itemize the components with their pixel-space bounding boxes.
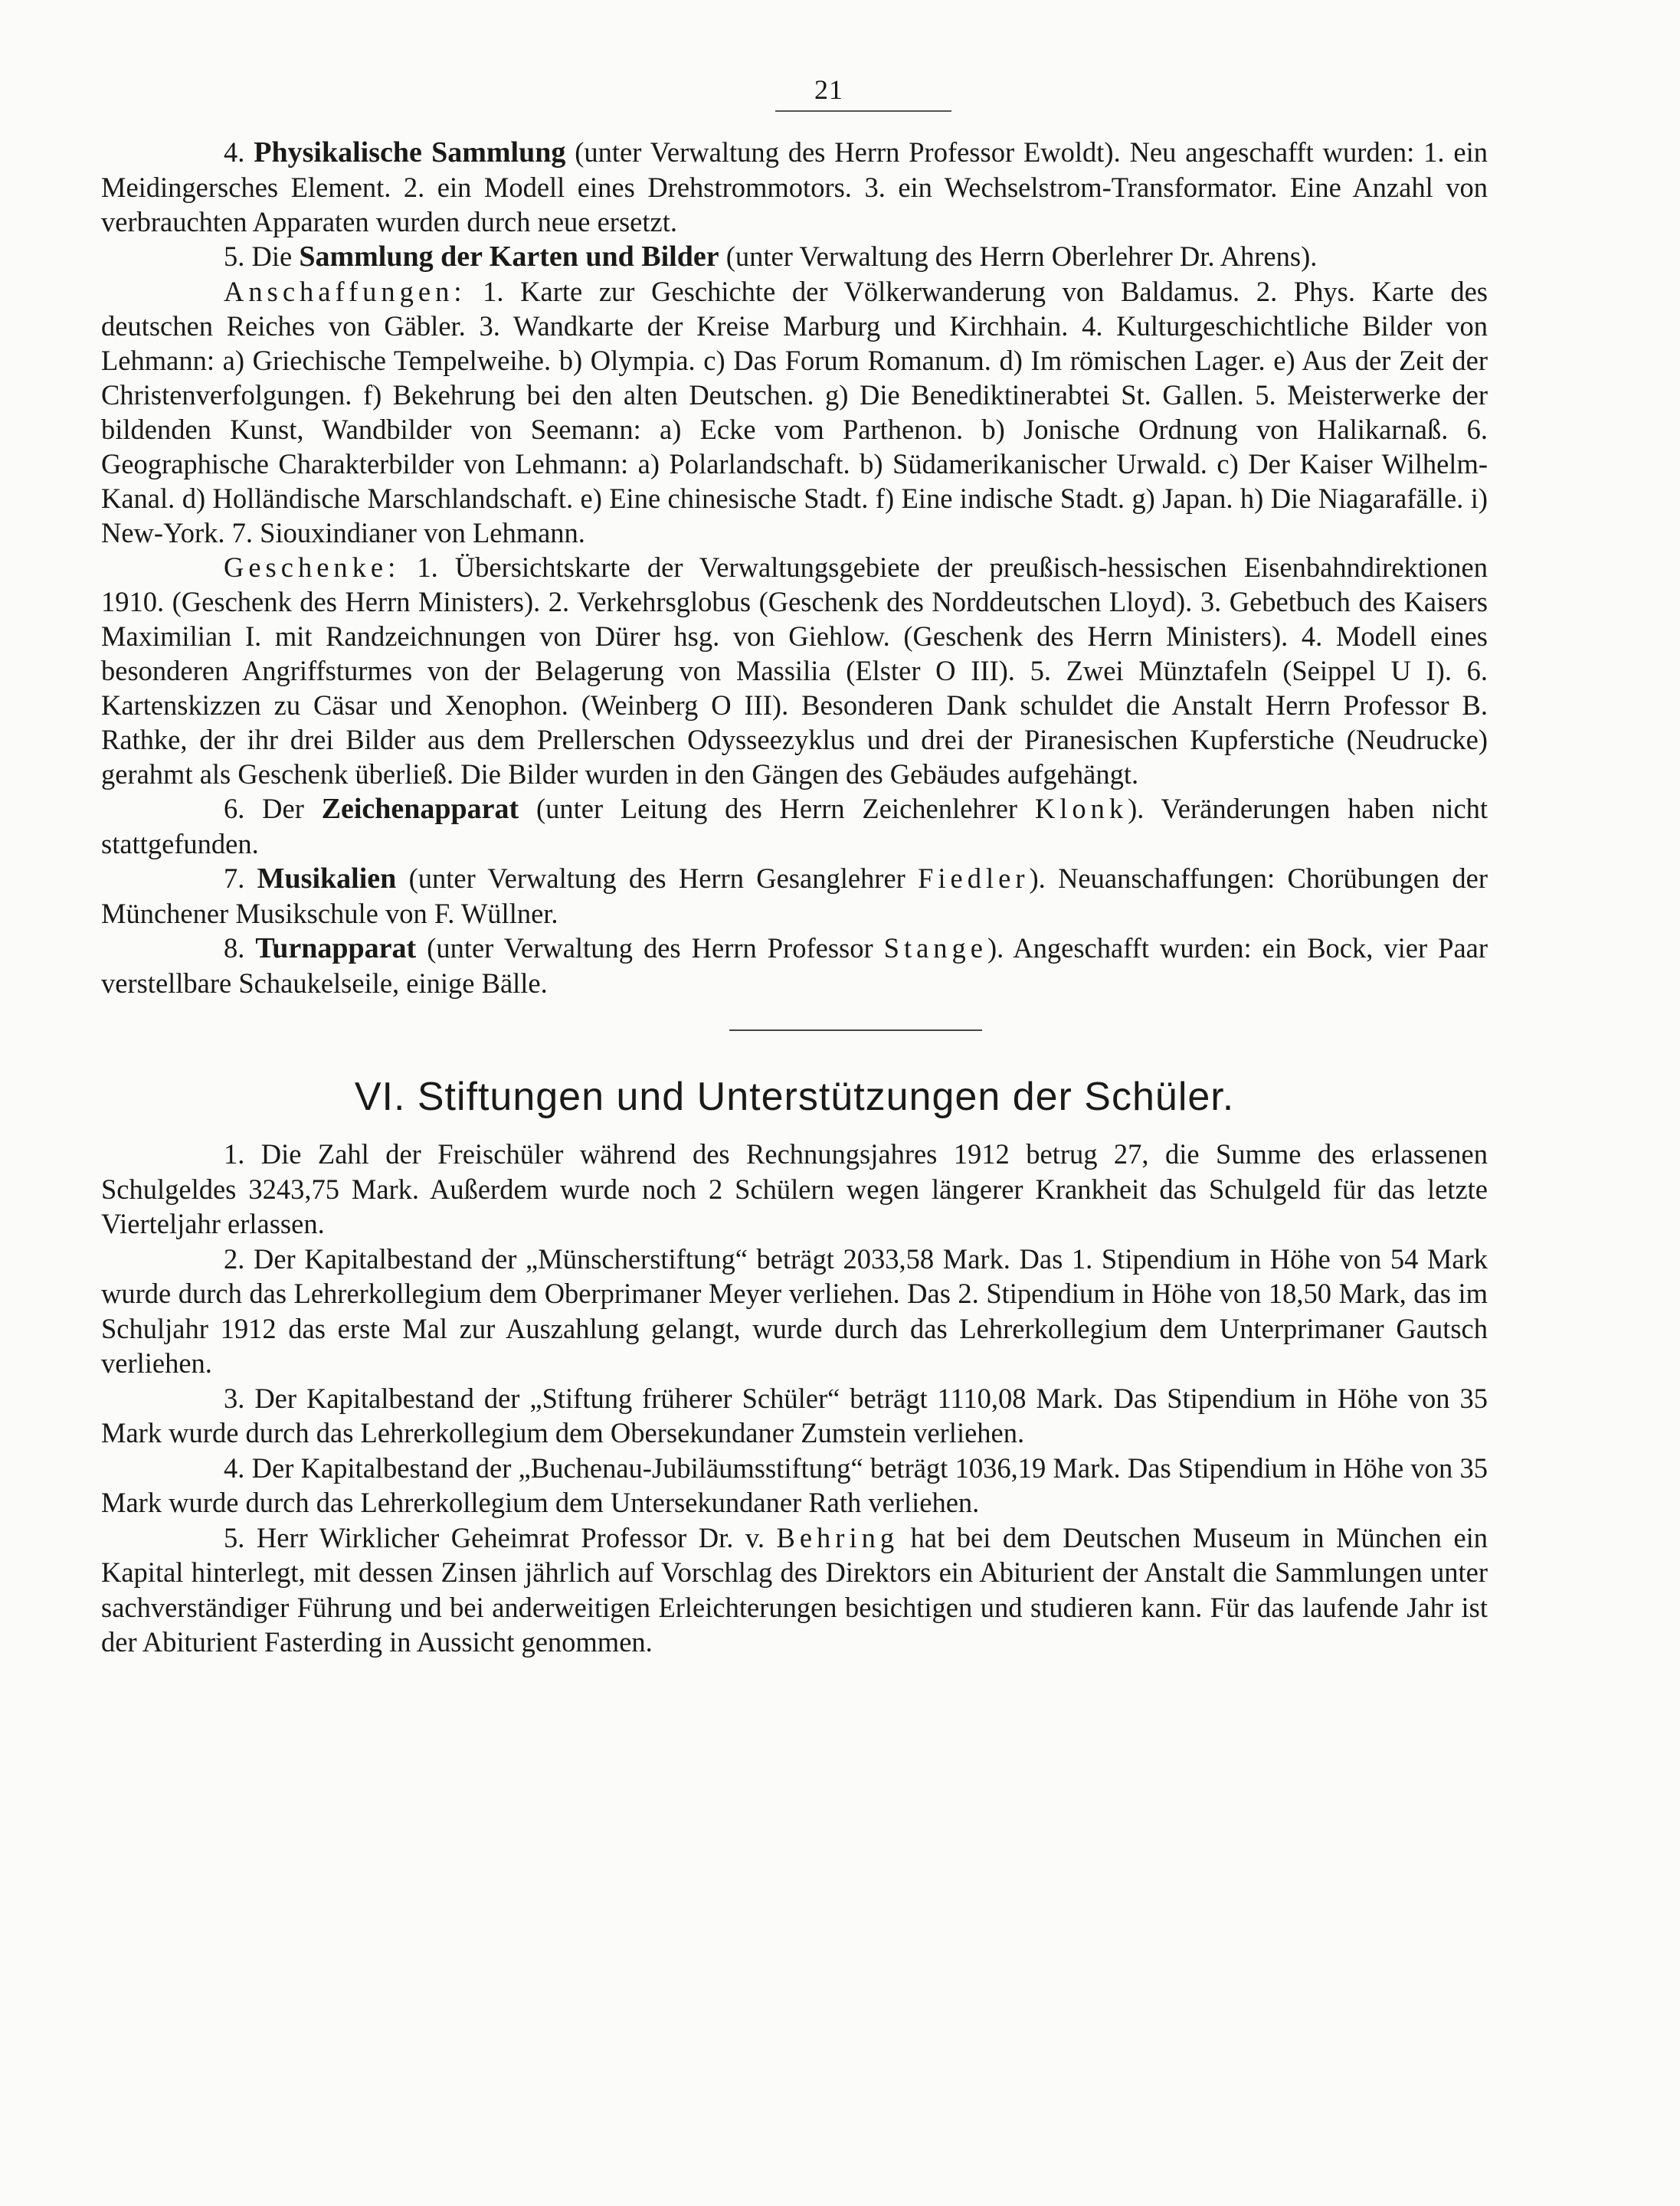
item-text: (unter Verwaltung des Herrn Oberlehrer Dr. Ahrens). xyxy=(725,241,1318,272)
person-name: Behring xyxy=(776,1521,899,1553)
section-6-paragraph-5 xyxy=(101,1520,1488,1660)
page-number-rule xyxy=(775,110,951,112)
item-text: (unter Verwaltung des Herrn Gesanglehrer xyxy=(408,862,905,894)
item-text: ). Veränderungen haben nicht stattgefunden. xyxy=(101,793,1488,859)
section-6 xyxy=(101,1074,1488,1660)
item-title: Physikalische Sammlung xyxy=(254,136,566,169)
paragraph-turnapparat xyxy=(101,931,1488,1000)
item-text: (unter Leitung des Herrn Zeichenlehrer xyxy=(535,793,1018,824)
paragraph-anschaffungen xyxy=(101,274,1488,550)
item-text: (unter Verwaltung des Herrn Professor Ewoldt). Neu angeschafft wurden: 1. ein Meidingersches Element. 2. ein Modell eines Drehstrommotors. 3. ein Wechselstrom-Transformator. Eine Anzahl von verbrauchten Apparaten wurden durch neue ersetzt. xyxy=(101,136,1488,237)
section-6-paragraph-2: 2. Der Kapitalbestand der „Münscherstiftung“ beträgt 2033,58 Mark. Das 1. Stipendium in Höhe von 54 Mark wurde durch das Lehrerkollegium dem Oberprimaner Meyer verliehen. Das 2. Stipendium in Höhe von 18,50 Mark, das im Schuljahr 1912 das erste Mal zur Auszahlung gelangt, wurde durch das Lehrerkollegium dem Unterprimaner Gautsch verliehen. xyxy=(101,1242,1488,1379)
person-name: Klonk xyxy=(1034,793,1128,824)
geschenke-label: Geschenke: xyxy=(224,552,401,583)
document-page xyxy=(101,74,1488,1660)
item-title: Musikalien xyxy=(257,862,397,895)
item-number: 8. xyxy=(224,932,245,964)
anschaffungen-text: 1. Karte zur Geschichte der Völkerwanderung von Baldamus. 2. Phys. Karte des deutschen Reiches von Gäbler. 3. Wandkarte der Kreise Marburg und Kirchhain. 4. Kulturgeschichtliche Bilder von Lehmann: a) Griechische Tempelweihe. b) Olympia. c) Das Forum Romanum. d) Im römischen Lager. e) Aus der Zeit der Christenverfolgungen. f) Bekehrung bei den alten Deutschen. g) Die Benediktinerabtei St. Gallen. 5. Meisterwerke der bildenden Kunst, Wandbilder von Seemann: a) Ecke vom Parthenon. b) Jonische Ordnung von Halikarnaß. 6. Geographische Charakterbilder von Lehmann: a) Polarlandschaft. b) Südamerikanischer Urwald. c) Der Kaiser Wilhelm-Kanal. d) Holländische Marschlandschaft. e) Eine chinesische Stadt. f) Eine indische Stadt. g) Japan. h) Die Niagarafälle. i) New-York. 7. Siouxindianer von Lehmann. xyxy=(101,276,1488,548)
item-number: 4. xyxy=(224,136,245,168)
item-number: 5. Die xyxy=(224,241,293,272)
item-text: (unter Verwaltung des Herrn Professor xyxy=(427,932,873,964)
section-6-heading: VI. Stiftungen und Unterstützungen der Schüler. xyxy=(354,1075,1235,1119)
page-number: 21 xyxy=(814,74,843,105)
paragraph-text: 5. Herr Wirklicher Geheimrat Professor Dr. v. xyxy=(224,1521,765,1553)
paragraph-zeichenapparat xyxy=(101,791,1488,861)
geschenke-text: 1. Übersichtskarte der Verwaltungsgebiete der preußisch-hessischen Eisenbahndirektionen 1910. (Geschenk des Herrn Ministers). 2. Verkehrsglobus (Geschenk des Norddeutschen Lloyd). 3. Gebetbuch des Kaisers Maximilian I. mit Randzeichnungen von Dürer hsg. von Giehlow. (Geschenk des Herrn Ministers). 4. Modell eines besonderen Angriffsturmes von der Belagerung von Massilia (Elster O III). 5. Zwei Münztafeln (Seippel U I). 6. Kartenskizzen zu Cäsar und Xenophon. (Weinberg O III). Besonderen Dank schuldet die Anstalt Herrn Professor B. Rathke, der ihr drei Bilder aus dem Prellerschen Odysseezyklus und drei der Piranesischen Kupferstiche (Neudrucke) gerahmt als Geschenk überließ. Die Bilder wurden in den Gängen des Gebäudes aufgehängt. xyxy=(101,552,1488,790)
section-6-paragraph-3: 3. Der Kapitalbestand der „Stiftung früherer Schüler“ beträgt 1110,08 Mark. Das Stipendium in Höhe von 35 Mark wurde durch das Lehrerkollegium dem Obersekundaner Zumstein verliehen. xyxy=(101,1382,1488,1448)
item-title: Turnapparat xyxy=(255,932,417,964)
section-6-paragraph-4: 4. Der Kapitalbestand der „Buchenau-Jubiläumsstiftung“ beträgt 1036,19 Mark. Das Stipendium in Höhe von 35 Mark wurde durch das Lehrerkollegium dem Untersekundaner Rath verliehen. xyxy=(101,1452,1488,1518)
paragraph-text: hat bei dem Deutschen Museum in München ein Kapital hinterlegt, mit dessen Zinsen jährlich auf Vorschlag des Direktors ein Abiturient der Anstalt die Sammlungen unter sachverständiger Führung und bei anderweitigen Erleichterungen besichtigen und studieren kann. Für das laufende Jahr ist der Abiturient Fasterding in Aussicht genommen. xyxy=(101,1521,1488,1658)
item-text: ). Angeschafft wurden: ein Bock, vier Paar verstellbare Schaukelseile, einige Bälle. xyxy=(101,932,1488,999)
section-6-paragraph-1: 1. Die Zahl der Freischüler während des Rechnungsjahres 1912 betrug 27, die Summe des erlassenen Schulgeldes 3243,75 Mark. Außerdem wurde noch 2 Schülern wegen längerer Krankheit das Schulgeld für das letzte Vierteljahr erlassen. xyxy=(101,1138,1488,1239)
item-title: Zeichenapparat xyxy=(321,793,519,825)
anschaffungen-label: Anschaffungen: xyxy=(224,276,467,307)
section-5-continuation xyxy=(101,135,1488,1000)
item-title: Sammlung der Karten und Bilder xyxy=(299,241,719,273)
person-name: Stange xyxy=(883,932,987,964)
paragraph-musikalien xyxy=(101,861,1488,931)
item-text: ). Neuanschaffungen: Chorübungen der Münchener Musikschule von F. Wüllner. xyxy=(101,862,1488,929)
paragraph-sammlung-karten-bilder xyxy=(101,239,1488,274)
section-divider xyxy=(729,1029,982,1031)
paragraph-physikalische-sammlung xyxy=(101,135,1488,239)
person-name: Fiedler xyxy=(918,862,1030,894)
item-number: 6. Der xyxy=(224,793,304,824)
item-number: 7. xyxy=(224,862,245,894)
paragraph-geschenke xyxy=(101,550,1488,791)
